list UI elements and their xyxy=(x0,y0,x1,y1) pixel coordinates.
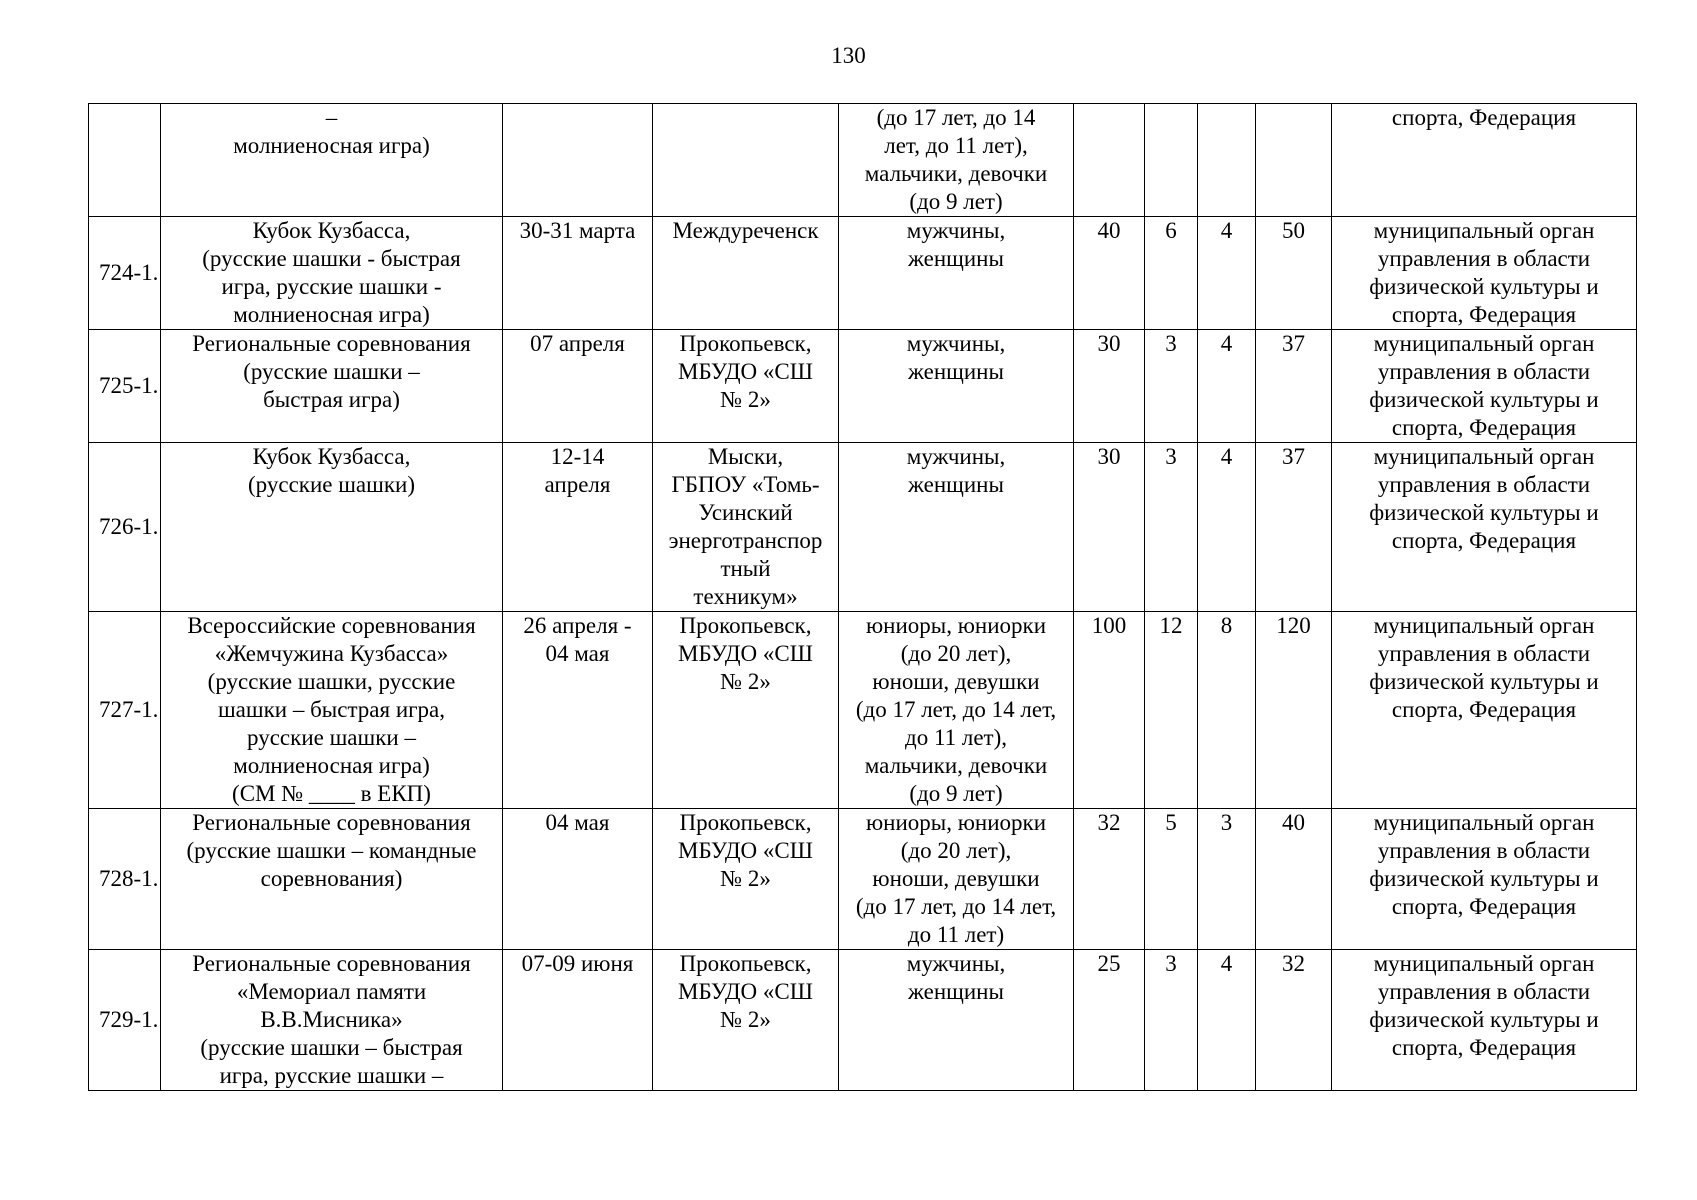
event-name: Региональные соревнования (русские шашки – командные соревнования) xyxy=(161,809,503,950)
event-date: 26 апреля - 04 мая xyxy=(503,612,653,809)
event-participants: (до 17 лет, до 14 лет, до 11 лет), мальчики, девочки (до 9 лет) xyxy=(839,104,1074,217)
event-participants: юниоры, юниорки (до 20 лет), юноши, девушки (до 17 лет, до 14 лет, до 11 лет), мальчики, девочки (до 9 лет) xyxy=(839,612,1074,809)
count-judges: 4 xyxy=(1198,217,1256,330)
table-row xyxy=(89,950,1637,1091)
count-coaches: 3 xyxy=(1145,443,1198,612)
count-judges: 4 xyxy=(1198,443,1256,612)
event-date: 12-14 апреля xyxy=(503,443,653,612)
event-date: 30-31 марта xyxy=(503,217,653,330)
count-coaches: 12 xyxy=(1145,612,1198,809)
count-total: 32 xyxy=(1256,950,1332,1091)
count-judges xyxy=(1198,104,1256,217)
count-athletes: 25 xyxy=(1074,950,1145,1091)
count-athletes xyxy=(1074,104,1145,217)
event-name: Региональные соревнования (русские шашки – быстрая игра) xyxy=(161,330,503,443)
event-number: 728-1. xyxy=(89,809,161,950)
event-organizer: муниципальный орган управления в области физической культуры и спорта, Федерация xyxy=(1332,612,1637,809)
count-coaches: 3 xyxy=(1145,330,1198,443)
count-total: 37 xyxy=(1256,330,1332,443)
count-coaches: 5 xyxy=(1145,809,1198,950)
table-row xyxy=(89,443,1637,612)
event-number xyxy=(89,104,161,217)
event-place: Прокопьевск, МБУДО «СШ № 2» xyxy=(653,809,839,950)
count-coaches: 6 xyxy=(1145,217,1198,330)
event-organizer: муниципальный орган управления в области физической культуры и спорта, Федерация xyxy=(1332,217,1637,330)
event-name: Кубок Кузбасса, (русские шашки) xyxy=(161,443,503,612)
count-judges: 4 xyxy=(1198,950,1256,1091)
event-number: 725-1. xyxy=(89,330,161,443)
event-participants: мужчины, женщины xyxy=(839,330,1074,443)
event-participants: юниоры, юниорки (до 20 лет), юноши, девушки (до 17 лет, до 14 лет, до 11 лет) xyxy=(839,809,1074,950)
count-judges: 3 xyxy=(1198,809,1256,950)
event-date: 07 апреля xyxy=(503,330,653,443)
event-number: 726-1. xyxy=(89,443,161,612)
page-number: 130 xyxy=(831,43,866,68)
table-row xyxy=(89,217,1637,330)
event-name: – молниеносная игра) xyxy=(161,104,503,217)
event-place: Прокопьевск, МБУДО «СШ № 2» xyxy=(653,330,839,443)
event-number: 727-1. xyxy=(89,612,161,809)
count-total: 37 xyxy=(1256,443,1332,612)
event-organizer: спорта, Федерация xyxy=(1332,104,1637,217)
count-total: 120 xyxy=(1256,612,1332,809)
count-total: 40 xyxy=(1256,809,1332,950)
count-athletes: 30 xyxy=(1074,443,1145,612)
events-table xyxy=(88,103,1637,1091)
count-coaches xyxy=(1145,104,1198,217)
event-name: Региональные соревнования «Мемориал памяти В.В.Мисника» (русские шашки – быстрая игра, русские шашки – xyxy=(161,950,503,1091)
event-date: 07-09 июня xyxy=(503,950,653,1091)
count-athletes: 32 xyxy=(1074,809,1145,950)
event-place: Прокопьевск, МБУДО «СШ № 2» xyxy=(653,950,839,1091)
event-organizer: муниципальный орган управления в области физической культуры и спорта, Федерация xyxy=(1332,443,1637,612)
event-place: Прокопьевск, МБУДО «СШ № 2» xyxy=(653,612,839,809)
table-row xyxy=(89,612,1637,809)
event-place xyxy=(653,104,839,217)
count-judges: 8 xyxy=(1198,612,1256,809)
count-total xyxy=(1256,104,1332,217)
event-organizer: муниципальный орган управления в области физической культуры и спорта, Федерация xyxy=(1332,809,1637,950)
event-organizer: муниципальный орган управления в области физической культуры и спорта, Федерация xyxy=(1332,950,1637,1091)
count-coaches: 3 xyxy=(1145,950,1198,1091)
event-place: Междуреченск xyxy=(653,217,839,330)
event-number: 729-1. xyxy=(89,950,161,1091)
event-date: 04 мая xyxy=(503,809,653,950)
table-row xyxy=(89,104,1637,217)
event-name: Кубок Кузбасса, (русские шашки - быстрая игра, русские шашки - молниеносная игра) xyxy=(161,217,503,330)
event-participants: мужчины, женщины xyxy=(839,217,1074,330)
table-row xyxy=(89,330,1637,443)
count-judges: 4 xyxy=(1198,330,1256,443)
event-organizer: муниципальный орган управления в области физической культуры и спорта, Федерация xyxy=(1332,330,1637,443)
event-participants: мужчины, женщины xyxy=(839,443,1074,612)
event-name: Всероссийские соревнования «Жемчужина Кузбасса» (русские шашки, русские шашки – быстрая игра, русские шашки – молниеносная игра) (СМ № ____ в ЕКП) xyxy=(161,612,503,809)
count-total: 50 xyxy=(1256,217,1332,330)
event-participants: мужчины, женщины xyxy=(839,950,1074,1091)
count-athletes: 40 xyxy=(1074,217,1145,330)
event-date xyxy=(503,104,653,217)
event-number: 724-1. xyxy=(89,217,161,330)
count-athletes: 100 xyxy=(1074,612,1145,809)
table-row xyxy=(89,809,1637,950)
count-athletes: 30 xyxy=(1074,330,1145,443)
event-place: Мыски, ГБПОУ «Томь- Усинский энерготранспор тный техникум» xyxy=(653,443,839,612)
